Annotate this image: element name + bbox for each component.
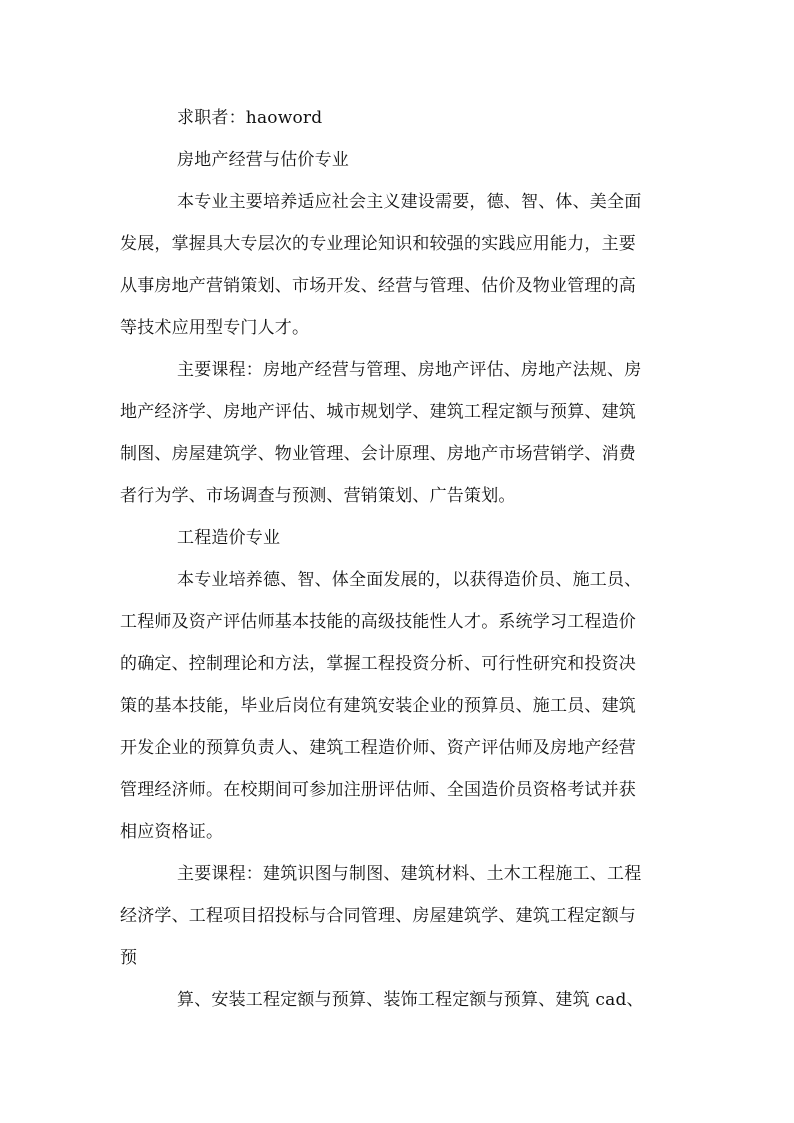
paragraph-line: 工程师及资产评估师基本技能的高级技能性人才。系统学习工程造价 — [120, 612, 636, 632]
paragraph-line: 从事房地产营销策划、市场开发、经营与管理、估价及物业管理的高 — [120, 276, 636, 296]
paragraph-line: 地产经济学、房地产评估、城市规划学、建筑工程定额与预算、建筑 — [120, 402, 636, 422]
paragraph-line: 算、安装工程定额与预算、装饰工程定额与预算、建筑 cad、 — [177, 990, 644, 1010]
paragraph-line: 者行为学、市场调查与预测、营销策划、广告策划。 — [120, 486, 516, 506]
paragraph-line: 制图、房屋建筑学、物业管理、会计原理、房地产市场营销学、消费 — [120, 444, 636, 464]
paragraph-line: 开发企业的预算负责人、建筑工程造价师、资产评估师及房地产经营 — [120, 738, 636, 758]
paragraph-line: 本专业培养德、智、体全面发展的，以获得造价员、施工员、 — [177, 570, 642, 590]
section-heading-engineering-cost: 工程造价专业 — [177, 528, 281, 548]
paragraph-line: 策的基本技能，毕业后岗位有建筑安装企业的预算员、施工员、建筑 — [120, 696, 636, 716]
paragraph-line: 经济学、工程项目招投标与合同管理、房屋建筑学、建筑工程定额与 — [120, 906, 636, 926]
paragraph-line: 等技术应用型专门人才。 — [120, 318, 310, 338]
paragraph-line: 的确定、控制理论和方法，掌握工程投资分析、可行性研究和投资决 — [120, 654, 636, 674]
paragraph-line: 主要课程：房地产经营与管理、房地产评估、房地产法规、房 — [177, 360, 642, 380]
paragraph-line: 主要课程：建筑识图与制图、建筑材料、土木工程施工、工程 — [177, 864, 642, 884]
author-line: 求职者：haoword — [177, 108, 323, 128]
paragraph-line: 预 — [120, 948, 138, 968]
paragraph-line: 本专业主要培养适应社会主义建设需要，德、智、体、美全面 — [177, 192, 642, 212]
paragraph-line: 相应资格证。 — [120, 822, 224, 842]
section-heading-real-estate: 房地产经营与估价专业 — [177, 150, 349, 170]
paragraph-line: 发展，掌握具大专层次的专业理论知识和较强的实践应用能力，主要 — [120, 234, 636, 254]
paragraph-line: 管理经济师。在校期间可参加注册评估师、全国造价员资格考试并获 — [120, 780, 636, 800]
